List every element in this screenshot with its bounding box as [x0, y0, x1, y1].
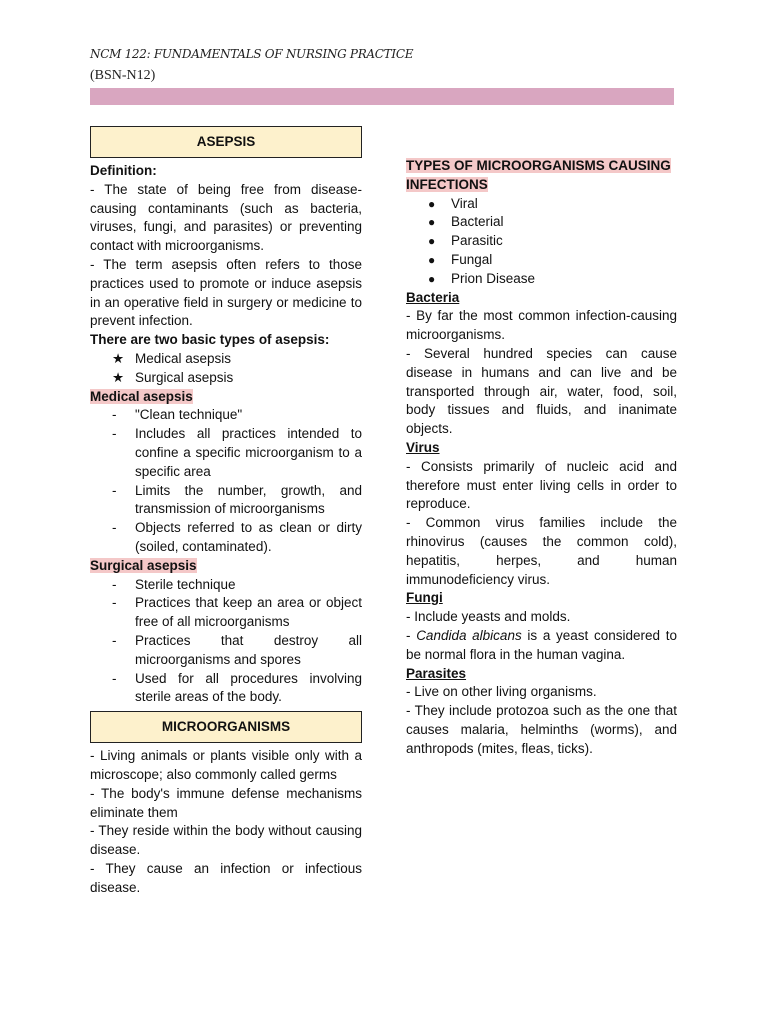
- list-item: - Practices that keep an area or object free of all microorganisms: [112, 595, 362, 630]
- list-item: - Objects referred to as clean or dirty (soiled, contaminated).: [112, 520, 362, 554]
- definition-label: Definition:: [90, 163, 157, 178]
- header-subtitle: (BSN-N12): [90, 68, 156, 83]
- medical-asepsis-list: [90, 406, 362, 556]
- list-item: ● Parasitic: [406, 232, 677, 251]
- right-column: [406, 157, 677, 759]
- star-icon: ★: [112, 369, 125, 385]
- medical-asepsis-heading: Medical asepsis: [90, 388, 193, 404]
- list-item: - Sterile technique: [112, 576, 236, 592]
- list-item: ● Prion Disease: [406, 270, 677, 289]
- surgical-asepsis-heading: Surgical asepsis: [90, 557, 197, 573]
- list-item: - Includes all practices intended to confine a specific microorganism to a specific area: [112, 426, 362, 479]
- microorganisms-text-3: - They reside within the body without causing disease.: [90, 823, 362, 858]
- definition-text-1: - The state of being free from disease-causing contaminants (such as bacteria, viruses, fungi, and parasites) or preventing contact with microorganisms.: [90, 181, 362, 254]
- header-title: NCM 122: FUNDAMENTALS OF NURSING PRACTICE: [90, 47, 414, 61]
- asepsis-heading: ASEPSIS: [196, 133, 256, 149]
- list-item: - "Clean technique": [112, 407, 243, 423]
- list-item: ● Bacterial: [406, 213, 677, 232]
- bullet-icon: ●: [428, 234, 436, 249]
- microorganisms-text-1: - Living animals or plants visible only with a microscope; also commonly called germs: [90, 748, 362, 782]
- virus-heading: Virus: [406, 439, 440, 455]
- bacteria-text-2: - Several hundred species can cause disease in humans and can live and be transported through air, water, food, soil, body tissues and fluids, and inanimate objects.: [406, 345, 677, 437]
- asepsis-types-list: [90, 350, 362, 388]
- left-column: [90, 126, 362, 897]
- list-item: - Limits the number, growth, and transmission of microorganisms: [112, 482, 362, 517]
- list-item: ★ Surgical asepsis: [90, 369, 362, 388]
- list-item: ● Fungal: [406, 251, 677, 270]
- species-name: Candida albicans: [416, 627, 522, 643]
- list-item: ● Viral: [406, 195, 677, 214]
- bacteria-heading: Bacteria: [406, 289, 460, 305]
- parasites-text-1: - Live on other living organisms.: [406, 684, 597, 700]
- fungi-text-2: - Candida albicans is a yeast considered to be normal flora in the human vagina.: [406, 627, 677, 662]
- parasites-text-2: - They include protozoa such as the one that causes malaria, helminths (worms), and anthropods (mites, fleas, ticks).: [406, 703, 677, 756]
- fungi-heading: Fungi: [406, 590, 443, 606]
- asepsis-heading-box: [90, 126, 362, 158]
- definition-text-2: - The term asepsis often refers to those practices used to promote or induce asepsis in an operative field in surgery or medicine to prevent infection.: [90, 256, 362, 329]
- list-item: ★ Medical asepsis: [90, 350, 362, 369]
- microorganisms-text-4: - They cause an infection or infectious disease.: [90, 860, 362, 895]
- list-item: - Used for all procedures involving sterile areas of the body.: [112, 670, 362, 705]
- virus-text-1: - Consists primarily of nucleic acid and therefore must enter living cells in order to reproduce.: [406, 458, 677, 512]
- star-icon: ★: [112, 350, 125, 366]
- microorganisms-heading-box: [90, 711, 362, 743]
- microorganisms-heading: MICROORGANISMS: [161, 718, 291, 734]
- bullet-icon: ●: [428, 252, 436, 267]
- bullet-icon: ●: [428, 196, 436, 211]
- bacteria-text-1: - By far the most common infection-causing microorganisms.: [406, 308, 677, 343]
- fungi-text-1: - Include yeasts and molds.: [406, 609, 571, 625]
- microorganisms-text-2: - The body's immune defense mechanisms eliminate them: [90, 785, 362, 820]
- header-bar: [90, 88, 674, 105]
- bullet-icon: ●: [428, 215, 436, 230]
- types-list: [406, 195, 677, 289]
- types-heading: TYPES OF MICROORGANISMS CAUSING INFECTIONS: [406, 158, 671, 192]
- surgical-asepsis-list: [90, 576, 362, 708]
- bullet-icon: ●: [428, 271, 436, 286]
- list-item: - Practices that destroy all microorganisms and spores: [112, 632, 362, 667]
- virus-text-2: - Common virus families include the rhinovirus (causes the common cold), hepatitis, herpes, and human immunodeficiency virus.: [406, 515, 677, 587]
- types-label: There are two basic types of asepsis:: [90, 332, 330, 348]
- parasites-heading: Parasites: [406, 665, 467, 681]
